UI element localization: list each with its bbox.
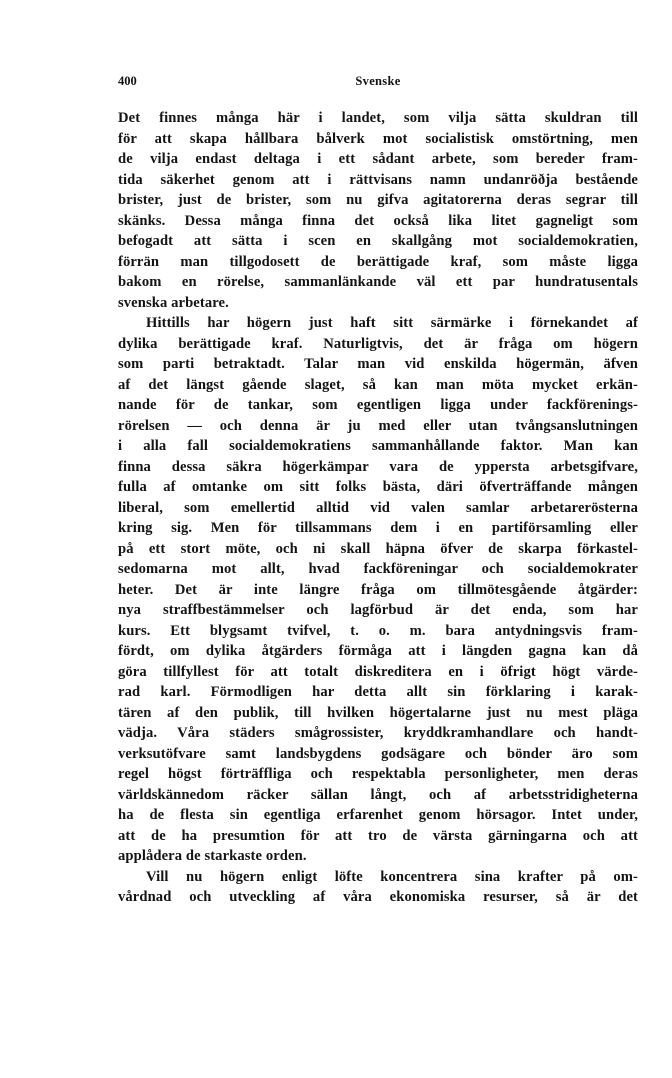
paragraph-end-line: applådera de starkaste orden. xyxy=(118,848,307,864)
text-line: som parti betraktadt. Talar man vid enskilda högermän, äfven xyxy=(118,356,638,372)
text-line: nya straffbestämmelser och lagförbud är det enda, som har xyxy=(118,602,638,618)
paragraph-end-line: svenska arbetare. xyxy=(118,294,229,311)
text-line: af det längst gående slaget, så kan man möta mycket erkän- xyxy=(118,376,638,393)
paragraph-start-line: Hittills har högern just haft sitt särmärke i förnekandet af xyxy=(146,315,638,331)
text-line: vårdnad och utveckling af våra ekonomiska resurser, så är det xyxy=(118,889,638,905)
text-line: dylika berättigade kraf. Naturligtvis, det är fråga om högern xyxy=(118,335,638,352)
text-line: fördt, om dylika åtgärders förmåga att i längden gagna kan då xyxy=(118,643,638,659)
text-line: sedomarna mot allt, hvad fackföreningar och socialdemokrater xyxy=(118,561,638,577)
text-line: förrän man tillgodosett de berättigade kraf, som måste ligga xyxy=(118,253,638,270)
text-line: kring sig. Men för tillsammans dem i en partiförsamling eller xyxy=(118,520,638,536)
text-line: skänks. Dessa många finna det också lika litet gagneligt som xyxy=(118,212,638,229)
page-header xyxy=(118,74,638,92)
page-number: 400 xyxy=(118,74,137,88)
text-line: rad karl. Förmodligen har detta allt sin förklaring i karak- xyxy=(118,684,638,700)
text-line: världskännedom räcker sällan långt, och af arbetsstridigheterna xyxy=(118,786,638,803)
text-line: göra tillfyllest för att totalt diskreditera en i öfrigt högt värde- xyxy=(118,663,638,680)
text-line: finna dessa säkra högerkämpar vara de yppersta arbetsgifvare, xyxy=(118,458,638,475)
text-line: befogadt att sätta i scen en skallgång mot socialdemokratien, xyxy=(118,233,638,249)
text-line: Det finnes många här i landet, som vilja sätta skuldran till xyxy=(118,110,638,126)
text-line: verksutöfvare samt landsbygdens godsägare och bönder äro som xyxy=(118,745,638,762)
text-line: på ett stort möte, och ni skall häpna öfver de skarpa förkastel- xyxy=(118,540,638,557)
text-line: ha de flesta sin egentliga erfarenhet genom hörsagor. Intet under, xyxy=(118,807,638,823)
text-line: regel högst förträffliga och respektabla personligheter, men deras xyxy=(118,766,638,782)
text-line: i alla fall socialdemokratiens sammanhållande faktor. Man kan xyxy=(118,438,638,454)
text-line: fulla af omtanke om sitt folks bästa, däri öfverträffande mången xyxy=(118,479,638,495)
text-line: vädja. Våra städers smågrossister, kryddkramhandlare och handt- xyxy=(118,725,638,741)
text-line: tären af den publik, till hvilken högertalarne just nu mest pläga xyxy=(118,704,638,721)
text-line: för att skapa hållbara bålverk mot socialistisk omstörtning, men xyxy=(118,130,638,147)
paragraph-start-line: Vill nu högern enligt löfte koncentrera sina krafter på om- xyxy=(146,868,638,885)
text-line: brister, just de brister, som nu gifva agitatorerna deras segrar till xyxy=(118,192,638,208)
body-text xyxy=(118,108,638,908)
text-line: heter. Det är inte längre fråga om tillmötesgående åtgärder: xyxy=(118,581,638,598)
text-line: att de ha presumtion för att tro de värsta gärningarna och att xyxy=(118,827,638,844)
text-line: liberal, som emellertid alltid vid valen samlar arbetarerösterna xyxy=(118,499,638,516)
text-line: rörelsen — och denna är ju med eller utan tvångsanslutningen xyxy=(118,417,638,434)
text-line: kurs. Ett blygsamt tvifvel, t. o. m. bara antydningsvis fram- xyxy=(118,622,638,639)
text-line: nande för de tankar, som egentligen ligga under fackförenings- xyxy=(118,397,638,413)
text-line: bakom en rörelse, sammanlänkande väl ett par hundratusentals xyxy=(118,274,638,290)
running-title: Svenske xyxy=(355,74,401,88)
text-line: de vilja endast deltaga i ett sådant arbete, som bereder fram- xyxy=(118,151,638,167)
text-line: tida säkerhet genom att i rättvisans namn undanröðja bestående xyxy=(118,171,638,188)
